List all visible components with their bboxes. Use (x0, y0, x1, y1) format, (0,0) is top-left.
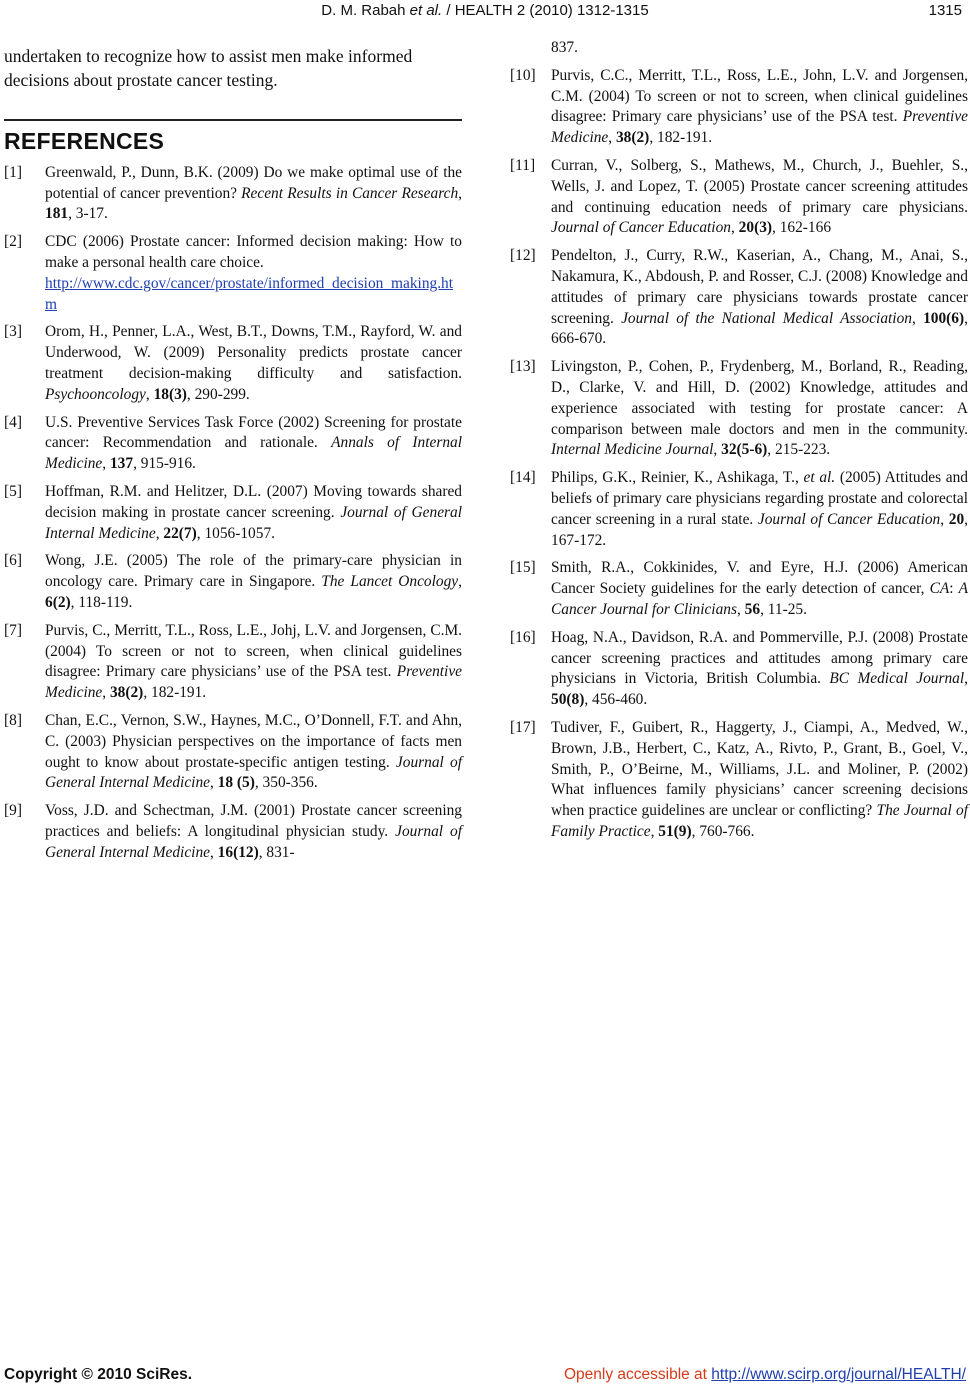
reference-13 (510, 357, 968, 461)
reference-pages: , 167-172. (551, 510, 968, 549)
reference-pages: , 760-766. (691, 822, 755, 840)
reference-sep: , (209, 774, 218, 792)
reference-journal: BC Medical Journal (829, 670, 965, 688)
reference-volume: 181 (45, 205, 69, 223)
reference-sep: , (730, 219, 739, 237)
header-citation (0, 2, 970, 19)
reference-volume: 6(2) (45, 593, 71, 611)
reference-journal: Journal of General Internal Medicine (45, 753, 462, 792)
reference-sep: , (964, 670, 968, 688)
reference-sep: , (155, 524, 164, 542)
reference-9 (4, 801, 462, 863)
page-number: 1315 (928, 2, 962, 19)
reference-pages: , 831- (258, 843, 295, 861)
reference-volume: 32(5-6) (721, 441, 768, 459)
reference-volume: 38(2) (615, 129, 650, 147)
reference-text: Purvis, C.C., Merritt, T.L., Ross, L.E., John, L.V. and Jorgensen, C.M. (2004) To screen or not to screen, when clinical guidelines disagree: Primary care physicians’ use of the PSA test. (551, 66, 968, 126)
reference-number: [12] (510, 247, 536, 265)
reference-pages: , 456-460. (584, 691, 648, 709)
reference-sep: , (209, 843, 218, 861)
reference-16 (510, 628, 968, 711)
reference-text: Greenwald, P., Dunn, B.K. (2009) Do we make optimal use of the potential of cancer prevention? (45, 163, 462, 202)
reference-5 (4, 482, 462, 544)
reference-number: [2] (4, 233, 22, 251)
reference-number: [8] (4, 711, 22, 729)
reference-text: Philips, G.K., Reinier, K., Ashikaga, T., (551, 469, 804, 487)
reference-sep: , (102, 684, 110, 702)
reference-pages: , 350-356. (254, 774, 318, 792)
page-footer (0, 1366, 970, 1386)
reference-volume: 16(12) (217, 843, 259, 861)
reference-7 (4, 621, 462, 704)
reference-etal: et al. (803, 469, 836, 487)
reference-sep: , (458, 573, 462, 591)
section-divider (4, 119, 462, 121)
reference-journal: CA (929, 580, 950, 598)
reference-volume: 50(8) (551, 691, 585, 709)
reference-number: [10] (510, 66, 536, 84)
reference-sep: , (911, 309, 924, 327)
reference-14 (510, 468, 968, 551)
reference-pages: , 11-25. (760, 600, 807, 618)
reference-3 (4, 322, 462, 405)
reference-journal: Journal of General Internal Medicine (45, 822, 462, 861)
reference-text: Livingston, P., Cohen, P., Frydenberg, M., Borland, R., Reading, D., Clarke, V. and Hill, D. (2002) Knowledge, attitudes and experience associated with testing for prostate cancer: A comparison between male doctors and men in the community. (551, 358, 968, 438)
reference-pages: , 162-166 (772, 219, 832, 237)
reference-journal: The Journal of Family Practice (551, 802, 968, 840)
reference-number: [3] (4, 323, 22, 341)
reference-11 (510, 156, 968, 239)
reference-4 (4, 413, 462, 475)
reference-number: [6] (4, 552, 22, 570)
reference-number: [9] (4, 802, 22, 820)
reference-text: U.S. Preventive Services Task Force (2002) Screening for prostate cancer: Recommendation and rationale. (45, 413, 462, 452)
reference-journal: Journal of General Internal Medicine (45, 503, 462, 542)
reference-journal: Journal of the National Medical Association (621, 309, 912, 327)
header-etal: et al. (409, 2, 443, 19)
reference-text: Pendelton, J., Curry, R.W., Kaserian, A., Chang, M., Anai, S., Nakamura, K., Abdoush, P. and Rosser, C.J. (2008) Knowledge and attitudes of primary care physicians towards prostate cancer screening. (551, 247, 968, 327)
reference-text: Hoffman, R.M. and Helitzer, D.L. (2007) Moving towards shared decision making in prostate cancer screening. (45, 482, 462, 521)
reference-text: Orom, H., Penner, L.A., West, B.T., Downs, T.M., Rayford, W. and Underwood, W. (2009) Personality predicts prostate cancer treatment decision-making difficulty and satisfaction. (45, 323, 462, 382)
reference-text: Voss, J.D. and Schectman, J.M. (2001) Prostate cancer screening practices and beliefs: A longitudinal physician study. (45, 802, 462, 840)
header-authors: D. M. Rabah (321, 2, 410, 19)
reference-sep: , (608, 129, 616, 147)
reference-text: Wong, J.E. (2005) The role of the primary-care physician in oncology care. Primary care in Singapore. (45, 552, 462, 591)
copyright-notice: Copyright © 2010 SciRes. (4, 1366, 193, 1383)
open-access-label: Openly accessible at (563, 1366, 712, 1383)
reference-sep: , (940, 510, 949, 528)
reference-journal: Journal of Cancer Education (551, 219, 731, 237)
reference-text: Smith, R.A., Cokkinides, V. and Eyre, H.J. (2006) American Cancer Society guidelines for the early detection of cancer, (551, 559, 968, 598)
reference-pages: , 3-17. (68, 205, 108, 223)
reference-pages: , 666-670. (551, 309, 968, 348)
reference-pages: 837. (551, 39, 578, 56)
reference-journal: A Cancer Journal for Clinicians (551, 580, 969, 618)
reference-volume: 137 (109, 455, 134, 473)
reference-number: [5] (4, 482, 22, 500)
reference-journal: Journal of Cancer Education (757, 510, 941, 528)
reference-journal: Preventive Medicine (551, 108, 968, 147)
reference-sep: , (145, 385, 154, 403)
reference-pages: , 915-916. (133, 455, 196, 473)
reference-pages: , 182-191. (143, 684, 207, 702)
reference-journal: Preventive Medicine (45, 663, 462, 702)
reference-sep: , (713, 441, 722, 459)
reference-number: [1] (4, 163, 22, 181)
reference-volume: 51(9) (658, 822, 692, 840)
reference-12 (510, 246, 968, 350)
reference-volume: 38(2) (109, 684, 144, 702)
reference-number: [4] (4, 413, 22, 431)
reference-number: [16] (510, 628, 536, 646)
reference-number: [15] (510, 559, 536, 577)
reference-volume: 20(3) (738, 219, 773, 237)
reference-2 (4, 232, 462, 315)
reference-text: Hoag, N.A., Davidson, R.A. and Pommerville, P.J. (2008) Prostate cancer screening practices and attitudes among primary care physicians in Victoria, British Columbia. (551, 628, 968, 688)
reference-text: Chan, E.C., Vernon, S.W., Haynes, M.C., O’Donnell, F.T. and Ahn, C. (2003) Physician perspectives on the importance of facts men ought to know about prostate-specific antigen testing. (45, 711, 462, 771)
reference-17 (510, 718, 968, 843)
reference-journal: Recent Results in Cancer Research (241, 184, 459, 202)
reference-9-continued (510, 38, 968, 59)
reference-pages: , 215-223. (767, 441, 831, 459)
reference-pages: , 290-299. (186, 385, 250, 403)
reference-sep: , (650, 822, 659, 840)
open-access-notice (564, 1366, 966, 1384)
reference-journal: The Lancet Oncology (321, 573, 459, 591)
reference-volume: 20 (948, 510, 965, 528)
header-journal: / HEALTH 2 (2010) 1312-1315 (442, 2, 649, 19)
reference-10 (510, 66, 968, 149)
reference-pages: , 182-191. (649, 129, 713, 147)
reference-volume: 22(7) (163, 524, 197, 542)
reference-sep: : (949, 580, 959, 598)
reference-volume: 100(6) (923, 309, 965, 327)
reference-journal: Annals of Internal Medicine (45, 434, 462, 473)
reference-1 (4, 163, 462, 225)
reference-number: [13] (510, 358, 536, 376)
reference-text: CDC (2006) Prostate cancer: Informed decision making: How to make a personal health care choice. (45, 233, 462, 271)
reference-sep: , (102, 455, 110, 473)
left-column (4, 44, 462, 871)
reference-number: [7] (4, 621, 22, 639)
reference-number: [14] (510, 469, 536, 487)
reference-volume: 56 (744, 600, 761, 618)
right-column (510, 39, 969, 850)
reference-volume: 18 (5) (217, 774, 255, 792)
reference-pages: , 118-119. (70, 593, 133, 611)
reference-8 (4, 711, 462, 794)
reference-sep: , (458, 184, 462, 202)
reference-journal: Internal Medicine Journal (551, 441, 714, 459)
reference-text: (2005) Attitudes and beliefs of primary care physicians regarding prostate and colorectal cancer screening in a rural state. (551, 469, 968, 528)
reference-link[interactable]: http://www.cdc.gov/cancer/prostate/informed_decision_making.htm (45, 274, 454, 313)
journal-url-link[interactable]: http://www.scirp.org/journal/HEALTH/ (711, 1366, 966, 1383)
references-heading: REFERENCES (4, 128, 165, 154)
reference-text: Tudiver, F., Guibert, R., Haggerty, J., Ciampi, A., Medved, W., Brown, J.B., Herbert, C., Katz, A., Rivto, P., Grant, B., Goel, V., Smith, P., O’Beirne, M., Williams, J.L. and Moliner, P. (2002) What influences family physicians’ cancer screening decisions when practice guidelines are unclear or conflicting? (551, 718, 968, 820)
reference-text: Purvis, C., Merritt, T.L., Ross, L.E., Johj, L.V. and Jorgensen, C.M. (2004) To screen or not to screen, when clinical guidelines disagree: Primary care physicians’ use of the PSA test. (45, 621, 462, 681)
reference-15 (510, 558, 968, 620)
reference-volume: 18(3) (153, 385, 187, 403)
reference-journal: Psychooncology (45, 385, 146, 403)
reference-sep: , (736, 600, 745, 618)
reference-number: [17] (510, 718, 536, 736)
reference-6 (4, 551, 462, 613)
intro-paragraph: undertaken to recognize how to assist men make informed decisions about prostate cancer testing. (4, 46, 413, 90)
reference-text: Curran, V., Solberg, S., Mathews, M., Church, J., Buehler, S., Wells, J. and Lopez, T. (2005) Prostate cancer screening attitudes and continuing education needs of primary care physicians. (551, 156, 968, 216)
reference-number: [11] (510, 156, 536, 174)
running-header (0, 2, 970, 22)
reference-pages: , 1056-1057. (196, 524, 275, 542)
